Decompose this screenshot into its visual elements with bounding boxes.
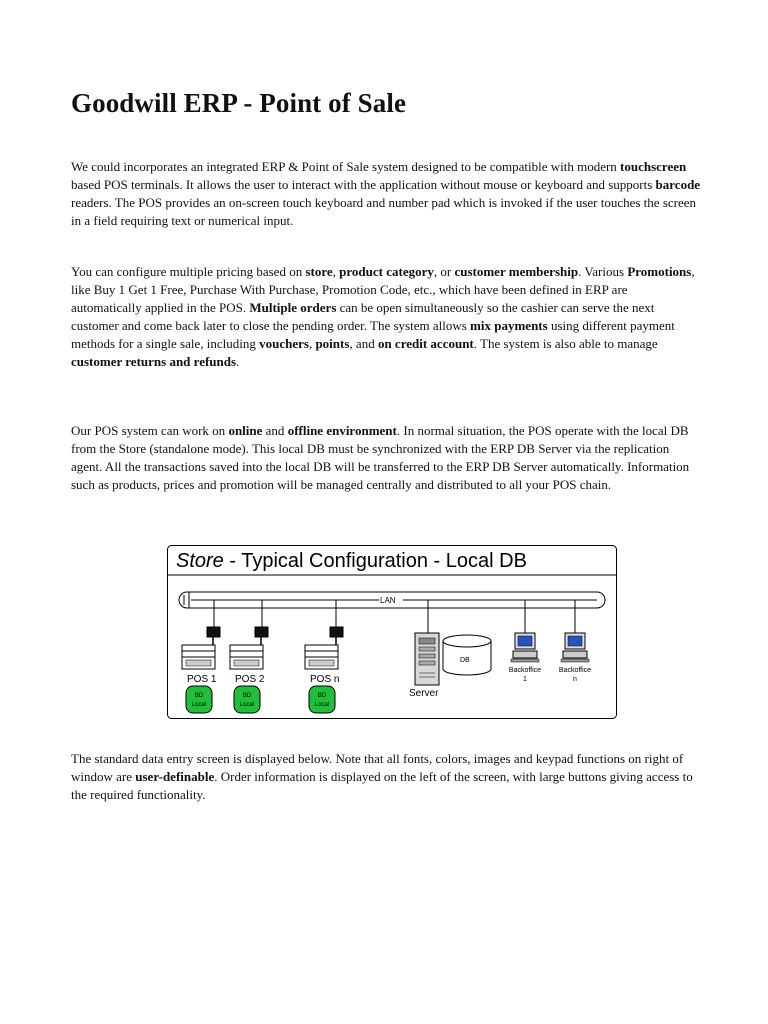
backoffice-number: 1: [523, 676, 527, 683]
text-run: .: [236, 354, 240, 369]
lan-label: LAN: [380, 596, 396, 605]
text-run: ,: [332, 264, 340, 279]
local-db-icon: [186, 686, 212, 713]
text-run: . The system is also able to manage: [473, 336, 658, 351]
local-db-icon: [234, 686, 260, 713]
backoffice-number: n: [573, 676, 577, 683]
local-db-line2: Local: [239, 702, 255, 708]
bold-term: offline environment: [287, 423, 397, 438]
paragraph-touchscreen: [71, 158, 701, 230]
bold-term: store: [305, 264, 333, 279]
text-run: can be open simultaneously so the cashier can serve the next customer and come back later to close the pending order. The system allows: [71, 300, 655, 333]
text-run: based POS terminals. It allows the user to interact with the application without mouse or keyboard and supports: [71, 177, 656, 192]
bold-term: product category: [339, 264, 434, 279]
pos-label: POS 1: [187, 674, 217, 685]
diagram-title: [176, 550, 527, 572]
text-run: . Various: [578, 264, 628, 279]
pos-display-icon: [330, 627, 343, 637]
text-run: You can configure multiple pricing based on: [71, 264, 306, 279]
text-run: readers. The POS provides an on-screen touch keyboard and number pad which is invoked if the user touches the screen in a field requiring text or numerical input.: [71, 195, 697, 228]
bold-term: points: [315, 336, 350, 351]
database-icon: [443, 635, 491, 675]
bold-term: user-definable: [135, 769, 215, 784]
text-run: . In normal situation, the POS operate with the local DB from the Store (standalone mode). This local DB must be synchronized with the ERP DB Server via the replication agent. All the transactions saved into the local DB will be transferred to the ERP DB Server automatically. Information such as products, prices and promotion will be managed centrally and distributed to all your POS chain.: [71, 423, 690, 492]
bold-term: vouchers: [259, 336, 309, 351]
local-db-line1: BD: [194, 693, 204, 699]
bold-term: customer membership: [454, 264, 579, 279]
bold-term: on credit account: [377, 336, 474, 351]
pos-display-icon: [207, 627, 220, 637]
lan-cable: [179, 592, 605, 608]
local-db-icon: [309, 686, 335, 713]
backoffice-label: Backoffice: [558, 667, 592, 674]
text-run: . Order information is displayed on the left of the screen, with large buttons giving access to the required functionality.: [71, 769, 693, 802]
page-title: Goodwill ERP - Point of Sale: [71, 88, 407, 118]
text-run: The standard data entry screen is displayed below. Note that all fonts, colors, images and keypad functions on right of window are: [71, 751, 684, 784]
text-run: using different payment methods for a single sale, including: [71, 318, 675, 351]
bold-term: barcode: [655, 177, 701, 192]
text-run: and: [262, 423, 288, 438]
diagram-title-store: Store: [176, 550, 224, 572]
paragraph-offline: [71, 422, 701, 494]
text-run: , like Buy 1 Get 1 Free, Purchase With Purchase, Promotion Code, etc., which have been defined in ERP are automatically applied in the POS.: [71, 264, 695, 315]
text-run: Our POS system can work on: [71, 423, 229, 438]
pos-display-icon: [255, 627, 268, 637]
bold-term: online: [228, 423, 263, 438]
text-run: , or: [433, 264, 455, 279]
diagram-title-rest: - Typical Configuration - Local DB: [223, 550, 527, 572]
bold-term: touchscreen: [620, 159, 687, 174]
pos-label: POS 2: [235, 674, 265, 685]
paragraph-pricing: [71, 263, 701, 371]
store-configuration-diagram: [167, 545, 617, 719]
local-db-line1: BD: [317, 693, 327, 699]
paragraph-data-entry: [71, 750, 701, 804]
bold-term: Promotions: [627, 264, 692, 279]
bold-term: Multiple orders: [249, 300, 337, 315]
pos-label: POS n: [310, 674, 340, 685]
server-icon: [415, 633, 439, 685]
bold-term: mix payments: [470, 318, 548, 333]
text-run: We could incorporates an integrated ERP & Point of Sale system designed to be compatible with modern: [71, 159, 621, 174]
local-db-line2: Local: [191, 702, 207, 708]
local-db-line2: Local: [314, 702, 330, 708]
local-db-line1: BD: [242, 693, 252, 699]
db-label: DB: [460, 657, 470, 664]
text-run: ,: [308, 336, 316, 351]
bold-term: customer returns and refunds: [71, 354, 237, 369]
backoffice-label: Backoffice: [508, 667, 542, 674]
text-run: , and: [349, 336, 378, 351]
server-label: Server: [409, 688, 439, 699]
